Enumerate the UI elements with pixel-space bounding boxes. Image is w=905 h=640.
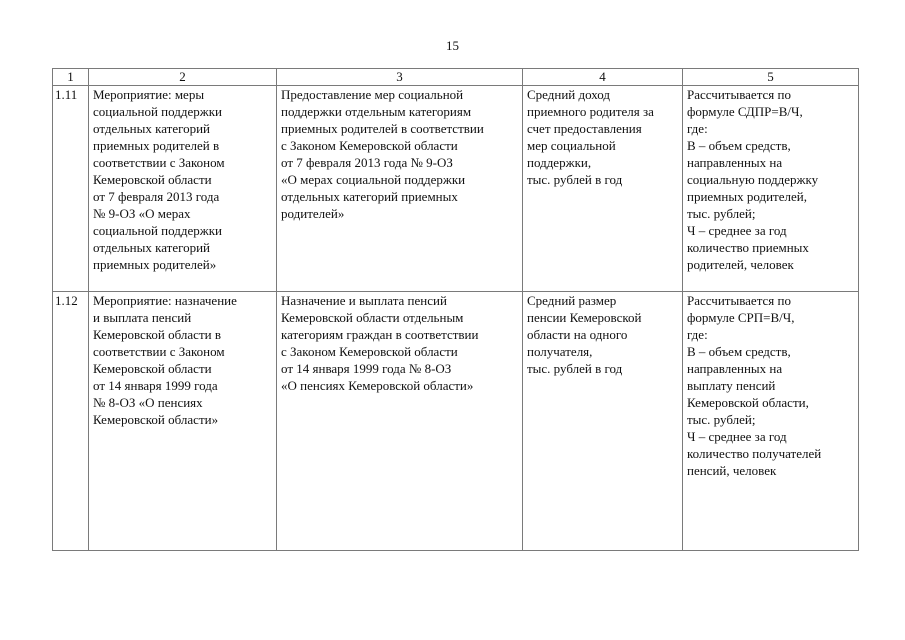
cell-text-line: Мероприятие: назначение (93, 293, 237, 308)
cell-text-line: В – объем средств, (687, 138, 791, 153)
cell-text-line: В – объем средств, (687, 344, 791, 359)
cell-text-line: «О пенсиях Кемеровской области» (281, 378, 474, 393)
activity-cell (89, 292, 277, 551)
cell-text-line: формуле СДПР=В/Ч, (687, 104, 803, 119)
column-header: 4 (523, 69, 683, 86)
indicators-table (52, 68, 859, 551)
cell-text-line: количество приемных (687, 240, 809, 255)
cell-text-line: поддержки отдельным категориям (281, 104, 472, 119)
cell-text-line: родителей, человек (687, 257, 794, 272)
cell-text-line: количество получателей (687, 446, 822, 461)
description-cell (277, 292, 523, 551)
cell-text-line: Назначение и выплата пенсий (281, 293, 447, 308)
cell-text-line: родителей» (281, 206, 345, 221)
cell-text-line: Кемеровской области, (687, 395, 809, 410)
cell-text-line: соответствии с Законом (93, 344, 225, 359)
cell-text-line: тыс. рублей в год (527, 361, 623, 376)
row-number: 1.12 (53, 292, 89, 551)
cell-text-line: Ч – среднее за год (687, 223, 787, 238)
cell-text-line: формуле СРП=В/Ч, (687, 310, 795, 325)
cell-text-line: выплату пенсий (687, 378, 776, 393)
cell-text-line: тыс. рублей; (687, 412, 756, 427)
cell-text-line: соответствии с Законом (93, 155, 225, 170)
cell-text-line: приемных родителей» (93, 257, 217, 272)
cell-text-line: Рассчитывается по (687, 293, 791, 308)
cell-text-line: Кемеровской области в (93, 327, 221, 342)
cell-text-line: социальной поддержки (93, 104, 222, 119)
cell-text-line: с Законом Кемеровской области (281, 344, 458, 359)
cell-text-line: тыс. рублей в год (527, 172, 623, 187)
column-header: 2 (89, 69, 277, 86)
cell-text-line: «О мерах социальной поддержки (281, 172, 466, 187)
cell-text-line: Кемеровской области (93, 172, 212, 187)
cell-text-line: пенсии Кемеровской (527, 310, 642, 325)
column-header: 3 (277, 69, 523, 86)
cell-text-line: № 8-ОЗ «О пенсиях (93, 395, 203, 410)
cell-text-line: от 14 января 1999 года (93, 378, 218, 393)
cell-text-line: от 14 января 1999 года № 8-ОЗ (281, 361, 452, 376)
cell-text-line: от 7 февраля 2013 года № 9-ОЗ (281, 155, 453, 170)
cell-text-line: приемного родителя за (527, 104, 654, 119)
cell-text-line: пенсий, человек (687, 463, 777, 478)
cell-text-line: отдельных категорий приемных (281, 189, 458, 204)
cell-text-line: с Законом Кемеровской области (281, 138, 458, 153)
indicator-cell (523, 86, 683, 292)
cell-text-line: где: (687, 327, 708, 342)
cell-text-line: социальную поддержку (687, 172, 819, 187)
description-cell (277, 86, 523, 292)
cell-text-line: Мероприятие: меры (93, 87, 205, 102)
cell-text-line: Ч – среднее за год (687, 429, 787, 444)
cell-text-line: приемных родителей в (93, 138, 220, 153)
activity-cell (89, 86, 277, 292)
cell-text-line: Рассчитывается по (687, 87, 791, 102)
cell-text-line: тыс. рублей; (687, 206, 756, 221)
table-header-row (53, 69, 859, 86)
cell-text-line: Кемеровской области (93, 361, 212, 376)
cell-text-line: социальной поддержки (93, 223, 222, 238)
cell-text-line: мер социальной (527, 138, 616, 153)
cell-text-line: приемных родителей, (687, 189, 807, 204)
cell-text-line: Кемеровской области» (93, 412, 219, 427)
cell-text-line: категориям граждан в соответствии (281, 327, 479, 342)
formula-cell (683, 292, 859, 551)
row-number: 1.11 (53, 86, 89, 292)
cell-text-line: Предоставление мер социальной (281, 87, 464, 102)
cell-text-line: где: (687, 121, 708, 136)
table-row (53, 292, 859, 551)
cell-text-line: направленных на (687, 155, 783, 170)
cell-text-line: от 7 февраля 2013 года (93, 189, 220, 204)
cell-text-line: отдельных категорий (93, 121, 211, 136)
cell-text-line: № 9-ОЗ «О мерах (93, 206, 191, 221)
cell-text-line: направленных на (687, 361, 783, 376)
cell-text-line: счет предоставления (527, 121, 642, 136)
cell-text-line: и выплата пенсий (93, 310, 192, 325)
table-row (53, 86, 859, 292)
column-header: 1 (53, 69, 89, 86)
cell-text-line: Средний доход (527, 87, 611, 102)
cell-text-line: области на одного (527, 327, 628, 342)
cell-text-line: получателя, (527, 344, 593, 359)
indicator-cell (523, 292, 683, 551)
cell-text-line: отдельных категорий (93, 240, 211, 255)
column-header: 5 (683, 69, 859, 86)
cell-text-line: приемных родителей в соответствии (281, 121, 484, 136)
page-number: 15 (446, 38, 459, 53)
cell-text-line: Средний размер (527, 293, 617, 308)
formula-cell (683, 86, 859, 292)
cell-text-line: поддержки, (527, 155, 592, 170)
cell-text-line: Кемеровской области отдельным (281, 310, 464, 325)
